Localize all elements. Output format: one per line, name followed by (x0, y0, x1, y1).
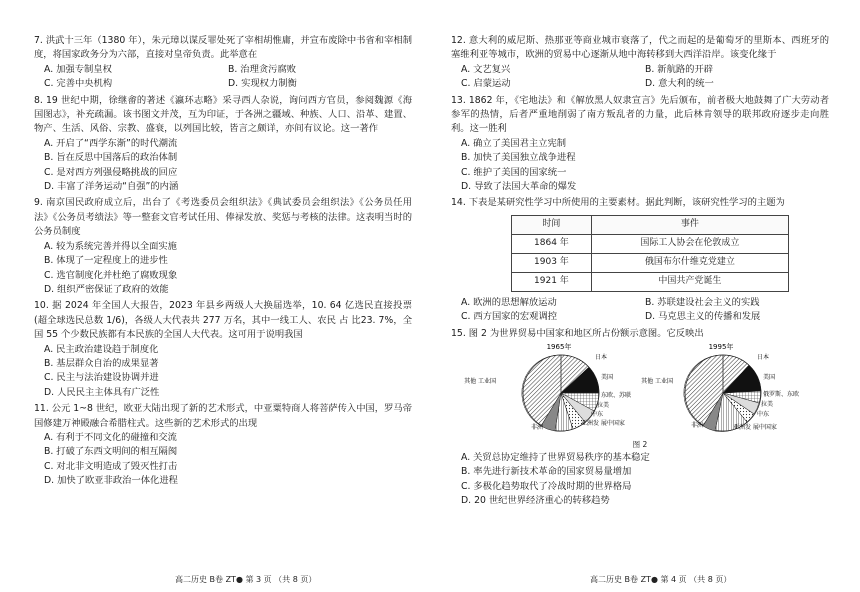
table-cell: 俄国布尔什维克党建立 (591, 253, 788, 272)
option-c: C. 是对西方列强侵略挑战的回应 (44, 166, 178, 178)
table-row (512, 234, 789, 253)
table-cell: 国际工人协会在伦敦成立 (591, 234, 788, 253)
page-footer-right: 高二历史 B卷 ZT● 第 4 页 （共 8 页） (590, 575, 732, 584)
option-b: B. 旨在反思中国落后的政治体制 (44, 152, 178, 164)
label-middle-east: 中东 (591, 411, 604, 419)
question-12 (451, 34, 829, 92)
label-japan: 日本 (595, 354, 608, 362)
option-c: C. 民主与法治建设协调并进 (44, 372, 159, 384)
option-d: D. 实现权力制衡 (228, 78, 297, 90)
question-stem: 7. 洪武十三年（1380 年），朱元璋以谋反罪处死了宰相胡惟庸，并宣布废除中书省和宰相制度，将国家政务分为六部，直接对皇帝负责。此举意在 (34, 35, 412, 61)
option-b: B. 打破了东西文明间的相互隔阂 (44, 446, 178, 458)
option-a: A. 有利于不同文化的碰撞和交流 (44, 431, 177, 443)
table-header: 事件 (591, 215, 788, 234)
option-d: D. 20 世纪世界经济重心的转移趋势 (461, 494, 610, 506)
option-d: D. 导致了法国大革命的爆发 (461, 181, 577, 193)
page-footer-left: 高二历史 B卷 ZT● 第 3 页 （共 8 页） (175, 575, 317, 584)
pie-year-label: 1995年 (708, 343, 734, 352)
question-stem: 14. 下表是某研究性学习中所使用的主要素材。据此判断，该研究性学习的主题为 (451, 197, 785, 209)
question-9 (34, 196, 412, 297)
option-c: C. 多极化趋势取代了冷战时期的世界格局 (461, 480, 632, 492)
left-column (34, 34, 412, 491)
options (34, 63, 412, 92)
question-stem: 13. 1862 年，《宅地法》和《解放黑人奴隶宣言》先后颁布，前者极大地鼓舞了广大劳动者参军的热情，后者严重地削弱了南方叛乱者的力量，此后林肯领导的联邦政府逐步走向胜利。这一胜利 (451, 94, 829, 135)
option-a: A. 加强专制皇权 (44, 63, 112, 75)
option-b: B. 新航路的开辟 (645, 63, 714, 75)
option-c: C. 启蒙运动 (461, 78, 511, 90)
figure-2 (451, 341, 829, 439)
option-a: A. 民主政治建设趋于制度化 (44, 343, 159, 355)
options (451, 137, 829, 195)
table-header-row (512, 215, 789, 234)
option-b: B. 加快了美国独立战争进程 (461, 152, 576, 164)
question-stem: 8. 19 世纪中期，徐继畬的著述《瀛环志略》采寻西人杂说，询问西方官员，参阅魏源《海国图志》，补充疏漏。该书图文并茂，互为印证，于各洲之疆域、种族、人口、沿革、建置、物产、生活、风俗、宗教、盛衰，以列国比较，皆言之颇详，亦间有议论。这一著作 (34, 94, 412, 135)
option-d: D. 马克思主义的传播和发展 (645, 311, 761, 323)
table-row (512, 272, 789, 291)
option-a: A. 开启了“西学东渐”的时代潮流 (44, 137, 178, 149)
label-latin-america: 拉美 (761, 401, 774, 409)
options (34, 343, 412, 401)
question-14 (451, 196, 829, 324)
option-a: A. 确立了美国君主立宪制 (461, 137, 567, 149)
option-a: A. 文艺复兴 (461, 63, 511, 75)
trade-share-pie-charts (451, 341, 829, 439)
table-row (512, 253, 789, 272)
label-asia-developing: 亚洲发 展中国家 (733, 424, 777, 432)
question-stem: 9. 南京国民政府成立后，出台了《考选委员会组织法》《典试委员会组织法》《公务员任用法》《公务员考绩法》等一整套文官考试任用、俸禄发放、奖惩与考核的法律。这表明当时的公务员制度 (34, 197, 412, 238)
pie-1995 (641, 342, 799, 432)
option-c: C. 完善中央机构 (44, 78, 113, 90)
label-japan: 日本 (757, 354, 770, 362)
events-table (511, 215, 789, 292)
question-15 (451, 327, 829, 509)
question-7 (34, 34, 412, 92)
question-stem: 11. 公元 1~8 世纪，欧亚大陆出现了新的艺术形式，中亚粟特商人将菩萨传入中国，罗马帝国修建万神殿融合希腊柱式。这些新的艺术形式的出现 (34, 403, 412, 429)
table-cell: 1864 年 (512, 234, 592, 253)
option-b: B. 体现了一定程度上的进步性 (44, 255, 168, 267)
option-d: D. 丰富了洋务运动“自强”的内涵 (44, 181, 179, 193)
label-russia-e-europe: 俄罗斯、东欧 (763, 391, 800, 399)
option-b: B. 基层群众自治的成果显著 (44, 357, 159, 369)
label-asia-developing: 亚洲发 展中国家 (581, 420, 625, 428)
option-a: A. 关贸总协定维持了世界贸易秩序的基本稳定 (461, 451, 650, 463)
label-africa: 非洲 (531, 424, 544, 432)
label-other-industrial: 其他 工业国 (641, 378, 673, 386)
option-d: D. 人民民主主体具有广泛性 (44, 386, 160, 398)
option-c: C. 选官制度化并杜绝了腐败现象 (44, 269, 178, 281)
label-other-industrial: 其他 工业国 (464, 378, 496, 386)
option-c: C. 西方国家的宏观调控 (461, 311, 558, 323)
options (34, 137, 412, 195)
label-latin-america: 拉美 (597, 402, 610, 410)
options (34, 240, 412, 298)
option-c: C. 对北非文明造成了毁灭性打击 (44, 460, 178, 472)
figure-caption: 图 2 (632, 440, 648, 450)
option-b: B. 治理贪污腐败 (228, 63, 297, 75)
question-11 (34, 402, 412, 488)
option-a: A. 较为系统完善并得以全面实施 (44, 240, 177, 252)
label-e-europe: 东欧、苏联 (601, 392, 632, 400)
label-usa: 美国 (601, 374, 614, 382)
option-d: D. 意大利的统一 (645, 78, 714, 90)
question-10 (34, 299, 412, 400)
question-8 (34, 94, 412, 195)
table-cell: 中国共产党诞生 (591, 272, 788, 291)
option-b: B. 苏联建设社会主义的实践 (645, 296, 760, 308)
option-a: A. 欧洲的思想解放运动 (461, 296, 557, 308)
options (451, 296, 829, 325)
right-column (451, 34, 829, 510)
options (34, 431, 412, 489)
options (451, 63, 829, 92)
label-usa: 美国 (763, 374, 776, 382)
question-stem: 15. 图 2 为世界贸易中国家和地区所占份额示意图。它反映出 (451, 327, 704, 339)
table-cell: 1903 年 (512, 253, 592, 272)
pie-year-label: 1965年 (546, 343, 572, 352)
option-c: C. 维护了美国的国家统一 (461, 166, 567, 178)
option-d: D. 组织严密保证了政府的效能 (44, 283, 169, 295)
label-africa: 非洲 (691, 422, 704, 430)
pie-1965 (464, 342, 631, 431)
table-header: 时间 (512, 215, 592, 234)
label-middle-east: 中东 (757, 411, 770, 419)
options (451, 451, 829, 509)
question-stem: 12. 意大利的威尼斯、热那亚等商业城市衰落了，代之而起的是葡萄牙的里斯本、西班牙的塞维利亚等城市，欧洲的贸易中心逐渐从地中海转移到大西洋沿岸。该变化缘于 (451, 35, 829, 61)
question-stem: 10. 据 2024 年全国人大报告，2023 年县乡两级人大换届选举，10. 64 亿选民直接投票(超全球选民总数 1/6)，各级人大代表共 277 万名，其中一线工人、农民 占 比23. 7%，全国 55 个少数民族都有本民族的全国人大代表。这可用于说明我国 (34, 300, 412, 341)
table-cell: 1921 年 (512, 272, 592, 291)
question-13 (451, 94, 829, 195)
option-b: B. 率先进行新技术革命的国家贸易量增加 (461, 466, 632, 478)
option-d: D. 加快了欧亚非政治一体化进程 (44, 475, 178, 487)
